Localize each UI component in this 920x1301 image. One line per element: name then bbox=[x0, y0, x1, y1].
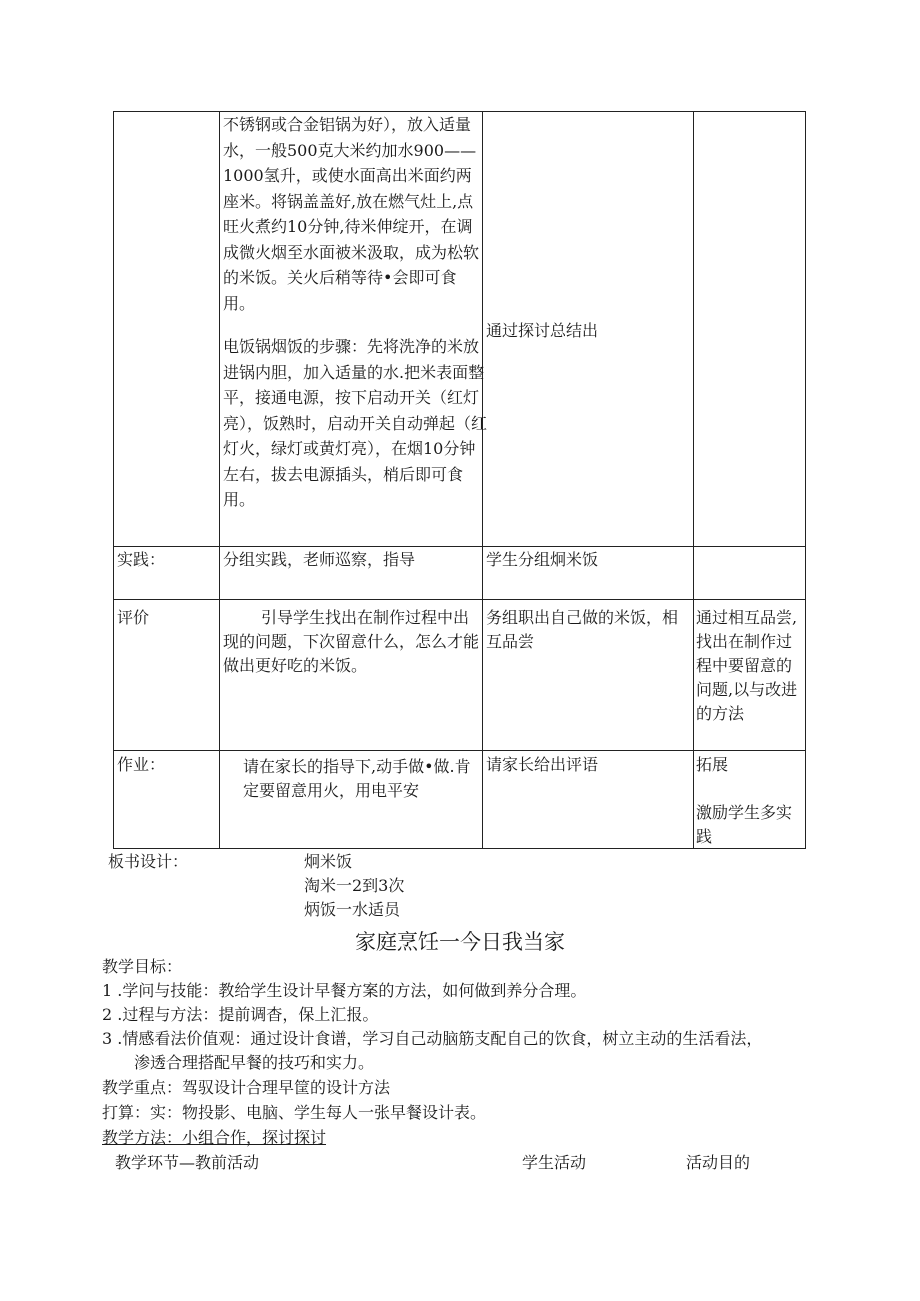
row4-student-activity: 请家长给出评语 bbox=[486, 755, 599, 774]
row1-student-activity: 通过探讨总结出 bbox=[486, 321, 599, 340]
board-line-3: 炳饭一水适员 bbox=[304, 900, 401, 919]
goal-1: 1 .学问与技能：教给学生设计早餐方案的方法，如何做到养分合理。 bbox=[102, 981, 587, 1000]
row4-teacher-activity: 请在家长的指导下,动手做•做.肯定要留意用火，用电平安 bbox=[243, 757, 471, 800]
row4-label: 作业： bbox=[117, 755, 166, 774]
table-row-divider-1 bbox=[113, 546, 806, 547]
board-line-1: 炯米饭 bbox=[304, 852, 353, 871]
key-point: 教学重点：驾驭设计合理早筐的设计方法 bbox=[102, 1078, 391, 1097]
row2-student-activity: 学生分组炯米饭 bbox=[486, 550, 599, 569]
rice-cooker-steps: 电饭锅烟饭的步骤：先将洗净的米放进锅内胆，加入适量的水.把米表面整平，接通电源，按下启动开关（红灯亮），饭熟时，启动开关自动弹起（红灯火，绿灯或黄灯亮），在烟10分钟左右，拔去电源插头，梢后即可食用。 bbox=[223, 337, 488, 509]
column-header-purpose: 活动目的 bbox=[686, 1153, 751, 1172]
row4-purpose-extend: 拓展 bbox=[696, 755, 729, 774]
board-line-2: 淘米一2到3次 bbox=[304, 876, 405, 895]
column-header-stage: 教学环节—教前活动 bbox=[115, 1153, 260, 1172]
row3-label: 评价 bbox=[117, 608, 150, 627]
table-col-divider-3 bbox=[693, 111, 694, 849]
teaching-method: 教学方法：小组合作，探讨探讨 bbox=[102, 1128, 327, 1147]
gas-stove-steps: 不锈钢或合金铝锅为好），放入适量水，一般500克大米约加水900——1000氢升，或使水面高出米面约两座米。将锅盖盖好,放在燃气灶上,点旺火煮约10分钟,待米伸绽开，在调成微火烟至水面被米汲取，成为松软的米饭。关火后稍等待•会即可食用。 bbox=[223, 115, 480, 313]
row2-label: 实践： bbox=[117, 550, 166, 569]
row3-activity-purpose: 通过相互品尝,找出在制作过程中要留意的问题,以与改进的方法 bbox=[696, 608, 798, 723]
row3-student-activity: 务组职出自己做的米饭，相互品尝 bbox=[486, 608, 679, 651]
goals-label: 教学目标： bbox=[102, 957, 183, 976]
row3-teacher-activity: 引导学生找出在制作过程中出现的问题，下次留意什么，怎么才能做出更好吃的米饭。 bbox=[223, 608, 480, 675]
cooking-steps-cell bbox=[223, 112, 487, 513]
table-row-divider-2 bbox=[113, 599, 806, 600]
board-design-label: 板书设计： bbox=[108, 852, 189, 871]
column-header-student: 学生活动 bbox=[522, 1153, 587, 1172]
preparation: 打算：实：物投影、电脑、学生每人一张早餐设计表。 bbox=[102, 1103, 487, 1122]
goal-3: 3 .情感看法价值观：通过设计食谱，学习自己动脑筋支配自己的饮食，树立主动的生活看法， bbox=[102, 1029, 763, 1048]
goal-3-continued: 渗透合理搭配早餐的技巧和实力。 bbox=[134, 1053, 375, 1072]
table-border-left bbox=[113, 111, 114, 849]
table-border-right bbox=[805, 111, 806, 849]
row4-purpose-encourage: 激励学生多实践 bbox=[696, 803, 793, 846]
row2-teacher-activity: 分组实践，老师巡察，指导 bbox=[223, 550, 416, 569]
table-row-divider-3 bbox=[113, 750, 806, 751]
section-title: 家庭烹饪一今日我当家 bbox=[355, 930, 565, 954]
table-col-divider-1 bbox=[219, 111, 220, 849]
goal-2: 2 .过程与方法：提前调杳，保上汇报。 bbox=[102, 1005, 379, 1024]
